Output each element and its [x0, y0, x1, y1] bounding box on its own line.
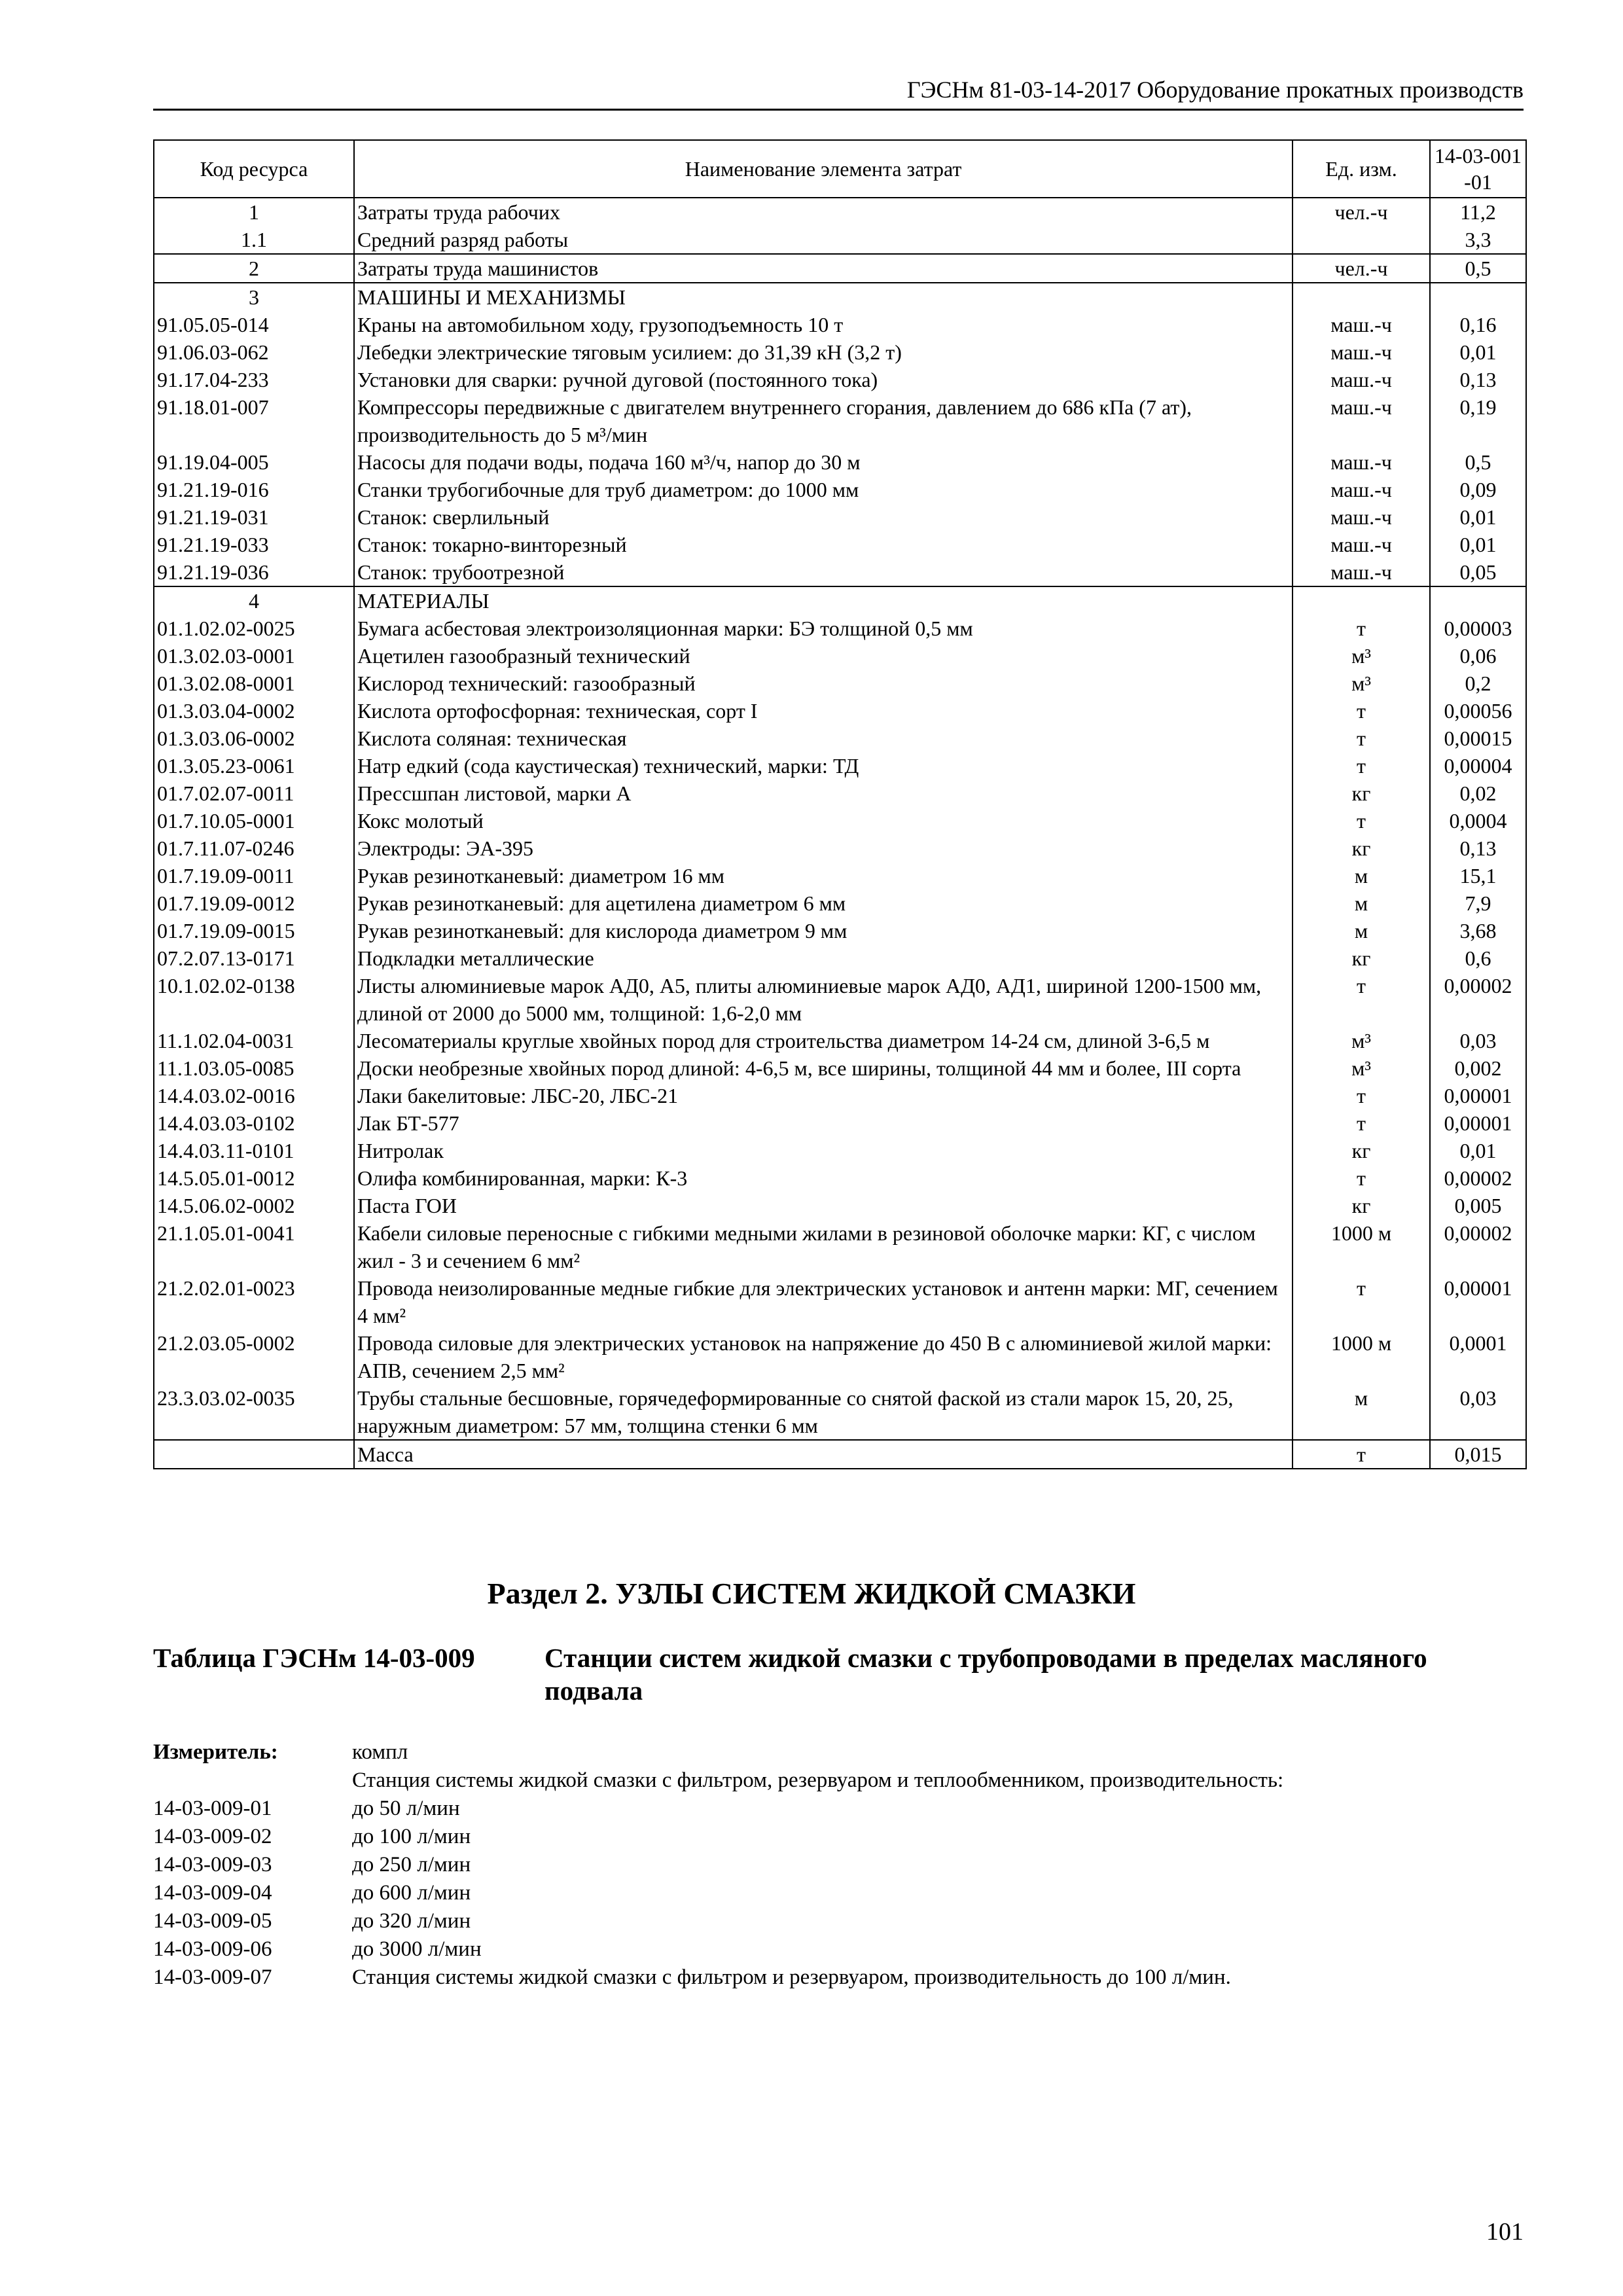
cell-unit: т: [1293, 1274, 1430, 1329]
table-row: [154, 642, 1526, 670]
table-row: [154, 917, 1526, 944]
cell-code: 01.1.02.02-0025: [154, 615, 354, 642]
cell-value: 0,0001: [1430, 1329, 1526, 1384]
document-title: ГЭСНм 81-03-14-2017 Оборудование прокатных производств: [906, 77, 1524, 103]
cell-unit: маш.-ч: [1293, 448, 1430, 476]
cell-code: 01.7.19.09-0012: [154, 889, 354, 917]
cell-code: 01.3.02.03-0001: [154, 642, 354, 670]
cell-value: 0,0004: [1430, 807, 1526, 834]
cell-value: 0,05: [1430, 558, 1526, 586]
cell-value: 0,01: [1430, 503, 1526, 531]
cell-code: 1.1: [154, 226, 354, 254]
cell-value: 0,01: [1430, 1137, 1526, 1164]
meter-item-desc: до 250 л/мин: [352, 1853, 471, 1876]
cell-code: 2: [154, 254, 354, 283]
table-row: [154, 725, 1526, 752]
meter-item-code: 14-03-009-05: [153, 1909, 272, 1933]
cell-value: 0,19: [1430, 393, 1526, 448]
cell-code: 21.1.05.01-0041: [154, 1219, 354, 1274]
cell-value: 11,2: [1430, 198, 1526, 226]
cell-name: Прессшпан листовой, марки А: [354, 780, 1293, 807]
cell-name: Нитролак: [354, 1137, 1293, 1164]
cell-unit: маш.-ч: [1293, 476, 1430, 503]
cell-unit: м³: [1293, 670, 1430, 697]
meter-item-desc: до 3000 л/мин: [352, 1937, 482, 1961]
cell-code: 91.21.19-031: [154, 503, 354, 531]
cell-unit: маш.-ч: [1293, 311, 1430, 338]
table-row: [154, 1082, 1526, 1109]
cell-code: 14.4.03.03-0102: [154, 1109, 354, 1137]
col-header-name: Наименование элемента затрат: [354, 140, 1293, 198]
cell-unit: [1293, 226, 1430, 254]
cell-code: 11.1.03.05-0085: [154, 1054, 354, 1082]
cell-unit: [1293, 586, 1430, 615]
cell-name: Доски необрезные хвойных пород длиной: 4-6,5 м, все ширины, толщиной 44 мм и более, III сорта: [354, 1054, 1293, 1082]
cell-unit: [1293, 283, 1430, 311]
meter-unit: компл: [352, 1740, 408, 1764]
cell-unit: 1000 м: [1293, 1329, 1430, 1384]
cell-name: МАШИНЫ И МЕХАНИЗМЫ: [354, 283, 1293, 311]
cell-value: [1430, 283, 1526, 311]
cell-value: 0,6: [1430, 944, 1526, 972]
cell-unit: маш.-ч: [1293, 503, 1430, 531]
cell-unit: м: [1293, 889, 1430, 917]
cell-value: 0,01: [1430, 531, 1526, 558]
meter-label: Измеритель:: [153, 1740, 278, 1764]
cell-value: 0,005: [1430, 1192, 1526, 1219]
cell-value: 0,002: [1430, 1054, 1526, 1082]
table-row: [154, 503, 1526, 531]
cell-unit: м³: [1293, 1054, 1430, 1082]
cell-code: 01.7.02.07-0011: [154, 780, 354, 807]
cell-code: 07.2.07.13-0171: [154, 944, 354, 972]
cell-unit: т: [1293, 752, 1430, 780]
cell-unit: маш.-ч: [1293, 366, 1430, 393]
table-row: [154, 1137, 1526, 1164]
cell-name: Натр едкий (сода каустическая) технический, марки: ТД: [354, 752, 1293, 780]
cell-value: 0,00001: [1430, 1109, 1526, 1137]
cell-unit: кг: [1293, 780, 1430, 807]
page-number: 101: [1486, 2218, 1524, 2246]
cell-value: 0,015: [1430, 1440, 1526, 1469]
cell-name: Кокс молотый: [354, 807, 1293, 834]
cell-code: 01.3.02.08-0001: [154, 670, 354, 697]
cell-value: 0,00002: [1430, 1164, 1526, 1192]
table-row: [154, 586, 1526, 615]
cell-unit: кг: [1293, 1137, 1430, 1164]
cell-value: 0,00002: [1430, 972, 1526, 1027]
cell-name: Лебедки электрические тяговым усилием: до 31,39 кН (3,2 т): [354, 338, 1293, 366]
cell-name: Ацетилен газообразный технический: [354, 642, 1293, 670]
cell-name: МАТЕРИАЛЫ: [354, 586, 1293, 615]
cell-code: 01.7.11.07-0246: [154, 834, 354, 862]
meter-item-desc: до 320 л/мин: [352, 1909, 471, 1933]
cell-value: 0,06: [1430, 642, 1526, 670]
cell-code: 1: [154, 198, 354, 226]
cell-code: 91.21.19-033: [154, 531, 354, 558]
cell-value: 0,2: [1430, 670, 1526, 697]
cell-name: Затраты труда машинистов: [354, 254, 1293, 283]
table-body: [154, 198, 1526, 1469]
cell-name: Паста ГОИ: [354, 1192, 1293, 1219]
table-row: [154, 1384, 1526, 1440]
cell-value: 0,00001: [1430, 1082, 1526, 1109]
cell-value: 0,00003: [1430, 615, 1526, 642]
cell-value: 0,00056: [1430, 697, 1526, 725]
meter-item-desc: до 100 л/мин: [352, 1825, 471, 1848]
meter-item-code: 14-03-009-06: [153, 1937, 272, 1961]
col-header-code: Код ресурса: [154, 140, 354, 198]
cell-unit: кг: [1293, 944, 1430, 972]
table-row: [154, 780, 1526, 807]
meter-item-code: 14-03-009-03: [153, 1853, 272, 1876]
cell-code: 23.3.03.02-0035: [154, 1384, 354, 1440]
cell-name: Кабели силовые переносные с гибкими медными жилами в резиновой оболочке марки: КГ, с числом жил - 3 и сечением 6 мм²: [354, 1219, 1293, 1274]
section-title: Раздел 2. УЗЛЫ СИСТЕМ ЖИДКОЙ СМАЗКИ: [487, 1577, 1136, 1610]
table-row: [154, 311, 1526, 338]
cell-value: 0,01: [1430, 338, 1526, 366]
table-title-label: Таблица ГЭСНм 14-03-009: [153, 1643, 475, 1673]
cell-value: 3,3: [1430, 226, 1526, 254]
cell-name: Станок: токарно-винторезный: [354, 531, 1293, 558]
cell-code: 01.7.19.09-0011: [154, 862, 354, 889]
cell-value: 0,03: [1430, 1027, 1526, 1054]
table-row: [154, 393, 1526, 448]
cell-name: Рукав резинотканевый: для кислорода диаметром 9 мм: [354, 917, 1293, 944]
cell-name: Трубы стальные бесшовные, горячедеформированные со снятой фаской из стали марок 15, 20, 25, наружным диаметром: 57 мм, толщина стенки 6 мм: [354, 1384, 1293, 1440]
meter-item-desc: Станция системы жидкой смазки с фильтром и резервуаром, производительность до 100 л/мин.: [352, 1965, 1231, 1989]
cell-code: 91.19.04-005: [154, 448, 354, 476]
cell-unit: т: [1293, 1109, 1430, 1137]
cell-name: Масса: [354, 1440, 1293, 1469]
cell-unit: м: [1293, 1384, 1430, 1440]
meter-description: Станция системы жидкой смазки с фильтром, резервуаром и теплообменником, производительность:: [352, 1768, 1284, 1792]
table-row: [154, 972, 1526, 1027]
cell-unit: м: [1293, 862, 1430, 889]
cell-name: Станки трубогибочные для труб диаметром: до 1000 мм: [354, 476, 1293, 503]
table-row: [154, 807, 1526, 834]
cell-code: 01.3.05.23-0061: [154, 752, 354, 780]
cell-unit: маш.-ч: [1293, 531, 1430, 558]
cell-name: Установки для сварки: ручной дуговой (постоянного тока): [354, 366, 1293, 393]
table-row: [154, 1054, 1526, 1082]
cell-code: 14.5.05.01-0012: [154, 1164, 354, 1192]
cell-code: 01.3.03.06-0002: [154, 725, 354, 752]
cell-code: 91.21.19-016: [154, 476, 354, 503]
table-row: [154, 670, 1526, 697]
table-row: [154, 1274, 1526, 1329]
cell-unit: м³: [1293, 642, 1430, 670]
cell-code: 4: [154, 586, 354, 615]
table-row: [154, 1109, 1526, 1137]
cell-name: Рукав резинотканевый: диаметром 16 мм: [354, 862, 1293, 889]
cell-value: 7,9: [1430, 889, 1526, 917]
meter-item-desc: до 50 л/мин: [352, 1797, 460, 1820]
meter-item-code: 14-03-009-07: [153, 1965, 272, 1989]
cell-value: 0,16: [1430, 311, 1526, 338]
meter-item-code: 14-03-009-04: [153, 1881, 272, 1905]
cell-code: 91.05.05-014: [154, 311, 354, 338]
cell-value: 15,1: [1430, 862, 1526, 889]
cell-name: Станок: трубоотрезной: [354, 558, 1293, 586]
cell-name: Станок: сверлильный: [354, 503, 1293, 531]
cell-code: 91.17.04-233: [154, 366, 354, 393]
table-row: [154, 476, 1526, 503]
cell-value: 0,5: [1430, 254, 1526, 283]
table-row: [154, 531, 1526, 558]
cell-unit: т: [1293, 1440, 1430, 1469]
cell-code: 01.7.19.09-0015: [154, 917, 354, 944]
cell-value: 0,00002: [1430, 1219, 1526, 1274]
cell-name: Провода силовые для электрических установок на напряжение до 450 В с алюминиевой жилой марки: АПВ, сечением 2,5 мм²: [354, 1329, 1293, 1384]
cell-code: 01.3.03.04-0002: [154, 697, 354, 725]
meter-item-code: 14-03-009-02: [153, 1825, 272, 1848]
table-row: [154, 615, 1526, 642]
cell-name: Краны на автомобильном ходу, грузоподъемность 10 т: [354, 311, 1293, 338]
table-row: [154, 1219, 1526, 1274]
table-title-text: Станции систем жидкой смазки с трубопроводами в пределах масляного подвала: [544, 1643, 1427, 1706]
cell-name: Рукав резинотканевый: для ацетилена диаметром 6 мм: [354, 889, 1293, 917]
cell-code: 21.2.02.01-0023: [154, 1274, 354, 1329]
cell-unit: чел.-ч: [1293, 198, 1430, 226]
cell-value: 0,03: [1430, 1384, 1526, 1440]
cell-code: 11.1.02.04-0031: [154, 1027, 354, 1054]
table-row: [154, 254, 1526, 283]
table-row: [154, 889, 1526, 917]
cell-unit: т: [1293, 615, 1430, 642]
cell-name: Электроды: ЭА-395: [354, 834, 1293, 862]
cell-name: Олифа комбинированная, марки: К-3: [354, 1164, 1293, 1192]
cell-value: 3,68: [1430, 917, 1526, 944]
cell-unit: чел.-ч: [1293, 254, 1430, 283]
table-row: [154, 366, 1526, 393]
meter-item-code: 14-03-009-01: [153, 1797, 272, 1820]
cell-value: 0,00001: [1430, 1274, 1526, 1329]
cell-code: 91.06.03-062: [154, 338, 354, 366]
table-row: [154, 697, 1526, 725]
cell-code: 91.21.19-036: [154, 558, 354, 586]
table-row: [154, 1329, 1526, 1384]
cell-name: Листы алюминиевые марок АД0, А5, плиты алюминиевые марок АД0, АД1, шириной 1200-1500 мм, длиной от 2000 до 5000 мм, толщиной: 1,6-2,0 мм: [354, 972, 1293, 1027]
cell-unit: т: [1293, 725, 1430, 752]
cell-unit: маш.-ч: [1293, 338, 1430, 366]
table-header-row: [154, 140, 1526, 198]
table-row: [154, 198, 1526, 226]
cell-name: Затраты труда рабочих: [354, 198, 1293, 226]
cell-unit: т: [1293, 972, 1430, 1027]
cell-unit: кг: [1293, 1192, 1430, 1219]
cell-name: Кислород технический: газообразный: [354, 670, 1293, 697]
cell-name: Насосы для подачи воды, подача 160 м³/ч, напор до 30 м: [354, 448, 1293, 476]
page-header: [153, 73, 1524, 111]
table-row: [154, 834, 1526, 862]
cell-name: Лаки бакелитовые: ЛБС-20, ЛБС-21: [354, 1082, 1293, 1109]
cell-code: 3: [154, 283, 354, 311]
cell-code: 21.2.03.05-0002: [154, 1329, 354, 1384]
cell-unit: т: [1293, 697, 1430, 725]
cell-code: [154, 1440, 354, 1469]
cell-unit: м: [1293, 917, 1430, 944]
col-header-unit: Ед. изм.: [1293, 140, 1430, 198]
cell-name: Средний разряд работы: [354, 226, 1293, 254]
cell-value: [1430, 586, 1526, 615]
cell-unit: 1000 м: [1293, 1219, 1430, 1274]
cell-name: Компрессоры передвижные с двигателем внутреннего сгорания, давлением до 686 кПа (7 ат), производительность до 5 м³/мин: [354, 393, 1293, 448]
table-row: [154, 283, 1526, 311]
cell-name: Кислота соляная: техническая: [354, 725, 1293, 752]
cell-code: 91.18.01-007: [154, 393, 354, 448]
cell-unit: т: [1293, 807, 1430, 834]
cell-value: 0,02: [1430, 780, 1526, 807]
cell-code: 10.1.02.02-0138: [154, 972, 354, 1027]
cell-code: 14.5.06.02-0002: [154, 1192, 354, 1219]
cell-name: Подкладки металлические: [354, 944, 1293, 972]
cell-value: 0,13: [1430, 366, 1526, 393]
cell-name: Лак БТ-577: [354, 1109, 1293, 1137]
table-row: [154, 1164, 1526, 1192]
table-row: [154, 226, 1526, 254]
cell-code: 14.4.03.02-0016: [154, 1082, 354, 1109]
table-row: [154, 448, 1526, 476]
table-row: [154, 338, 1526, 366]
cell-code: 14.4.03.11-0101: [154, 1137, 354, 1164]
cell-value: 0,5: [1430, 448, 1526, 476]
table-row: [154, 752, 1526, 780]
cell-unit: т: [1293, 1164, 1430, 1192]
cell-name: Лесоматериалы круглые хвойных пород для строительства диаметром 14-24 см, длиной 3-6,5 м: [354, 1027, 1293, 1054]
table-row: [154, 558, 1526, 586]
cell-code: 01.7.10.05-0001: [154, 807, 354, 834]
meter-item-desc: до 600 л/мин: [352, 1881, 471, 1905]
cell-unit: маш.-ч: [1293, 393, 1430, 448]
cell-unit: маш.-ч: [1293, 558, 1430, 586]
cell-value: 0,13: [1430, 834, 1526, 862]
cell-name: Бумага асбестовая электроизоляционная марки: БЭ толщиной 0,5 мм: [354, 615, 1293, 642]
table-row: [154, 862, 1526, 889]
table-row: [154, 1192, 1526, 1219]
table-row: [154, 1027, 1526, 1054]
table-row: [154, 944, 1526, 972]
cell-unit: м³: [1293, 1027, 1430, 1054]
cell-value: 0,00004: [1430, 752, 1526, 780]
table-row: [154, 1440, 1526, 1469]
cell-unit: т: [1293, 1082, 1430, 1109]
resource-table: [153, 139, 1527, 1469]
cell-value: 0,00015: [1430, 725, 1526, 752]
cell-name: Провода неизолированные медные гибкие для электрических установок и антенн марки: МГ, сечением 4 мм²: [354, 1274, 1293, 1329]
cell-unit: кг: [1293, 834, 1430, 862]
col-header-value: 14-03-001-01: [1430, 140, 1526, 198]
cell-name: Кислота ортофосфорная: техническая, сорт I: [354, 697, 1293, 725]
cell-value: 0,09: [1430, 476, 1526, 503]
